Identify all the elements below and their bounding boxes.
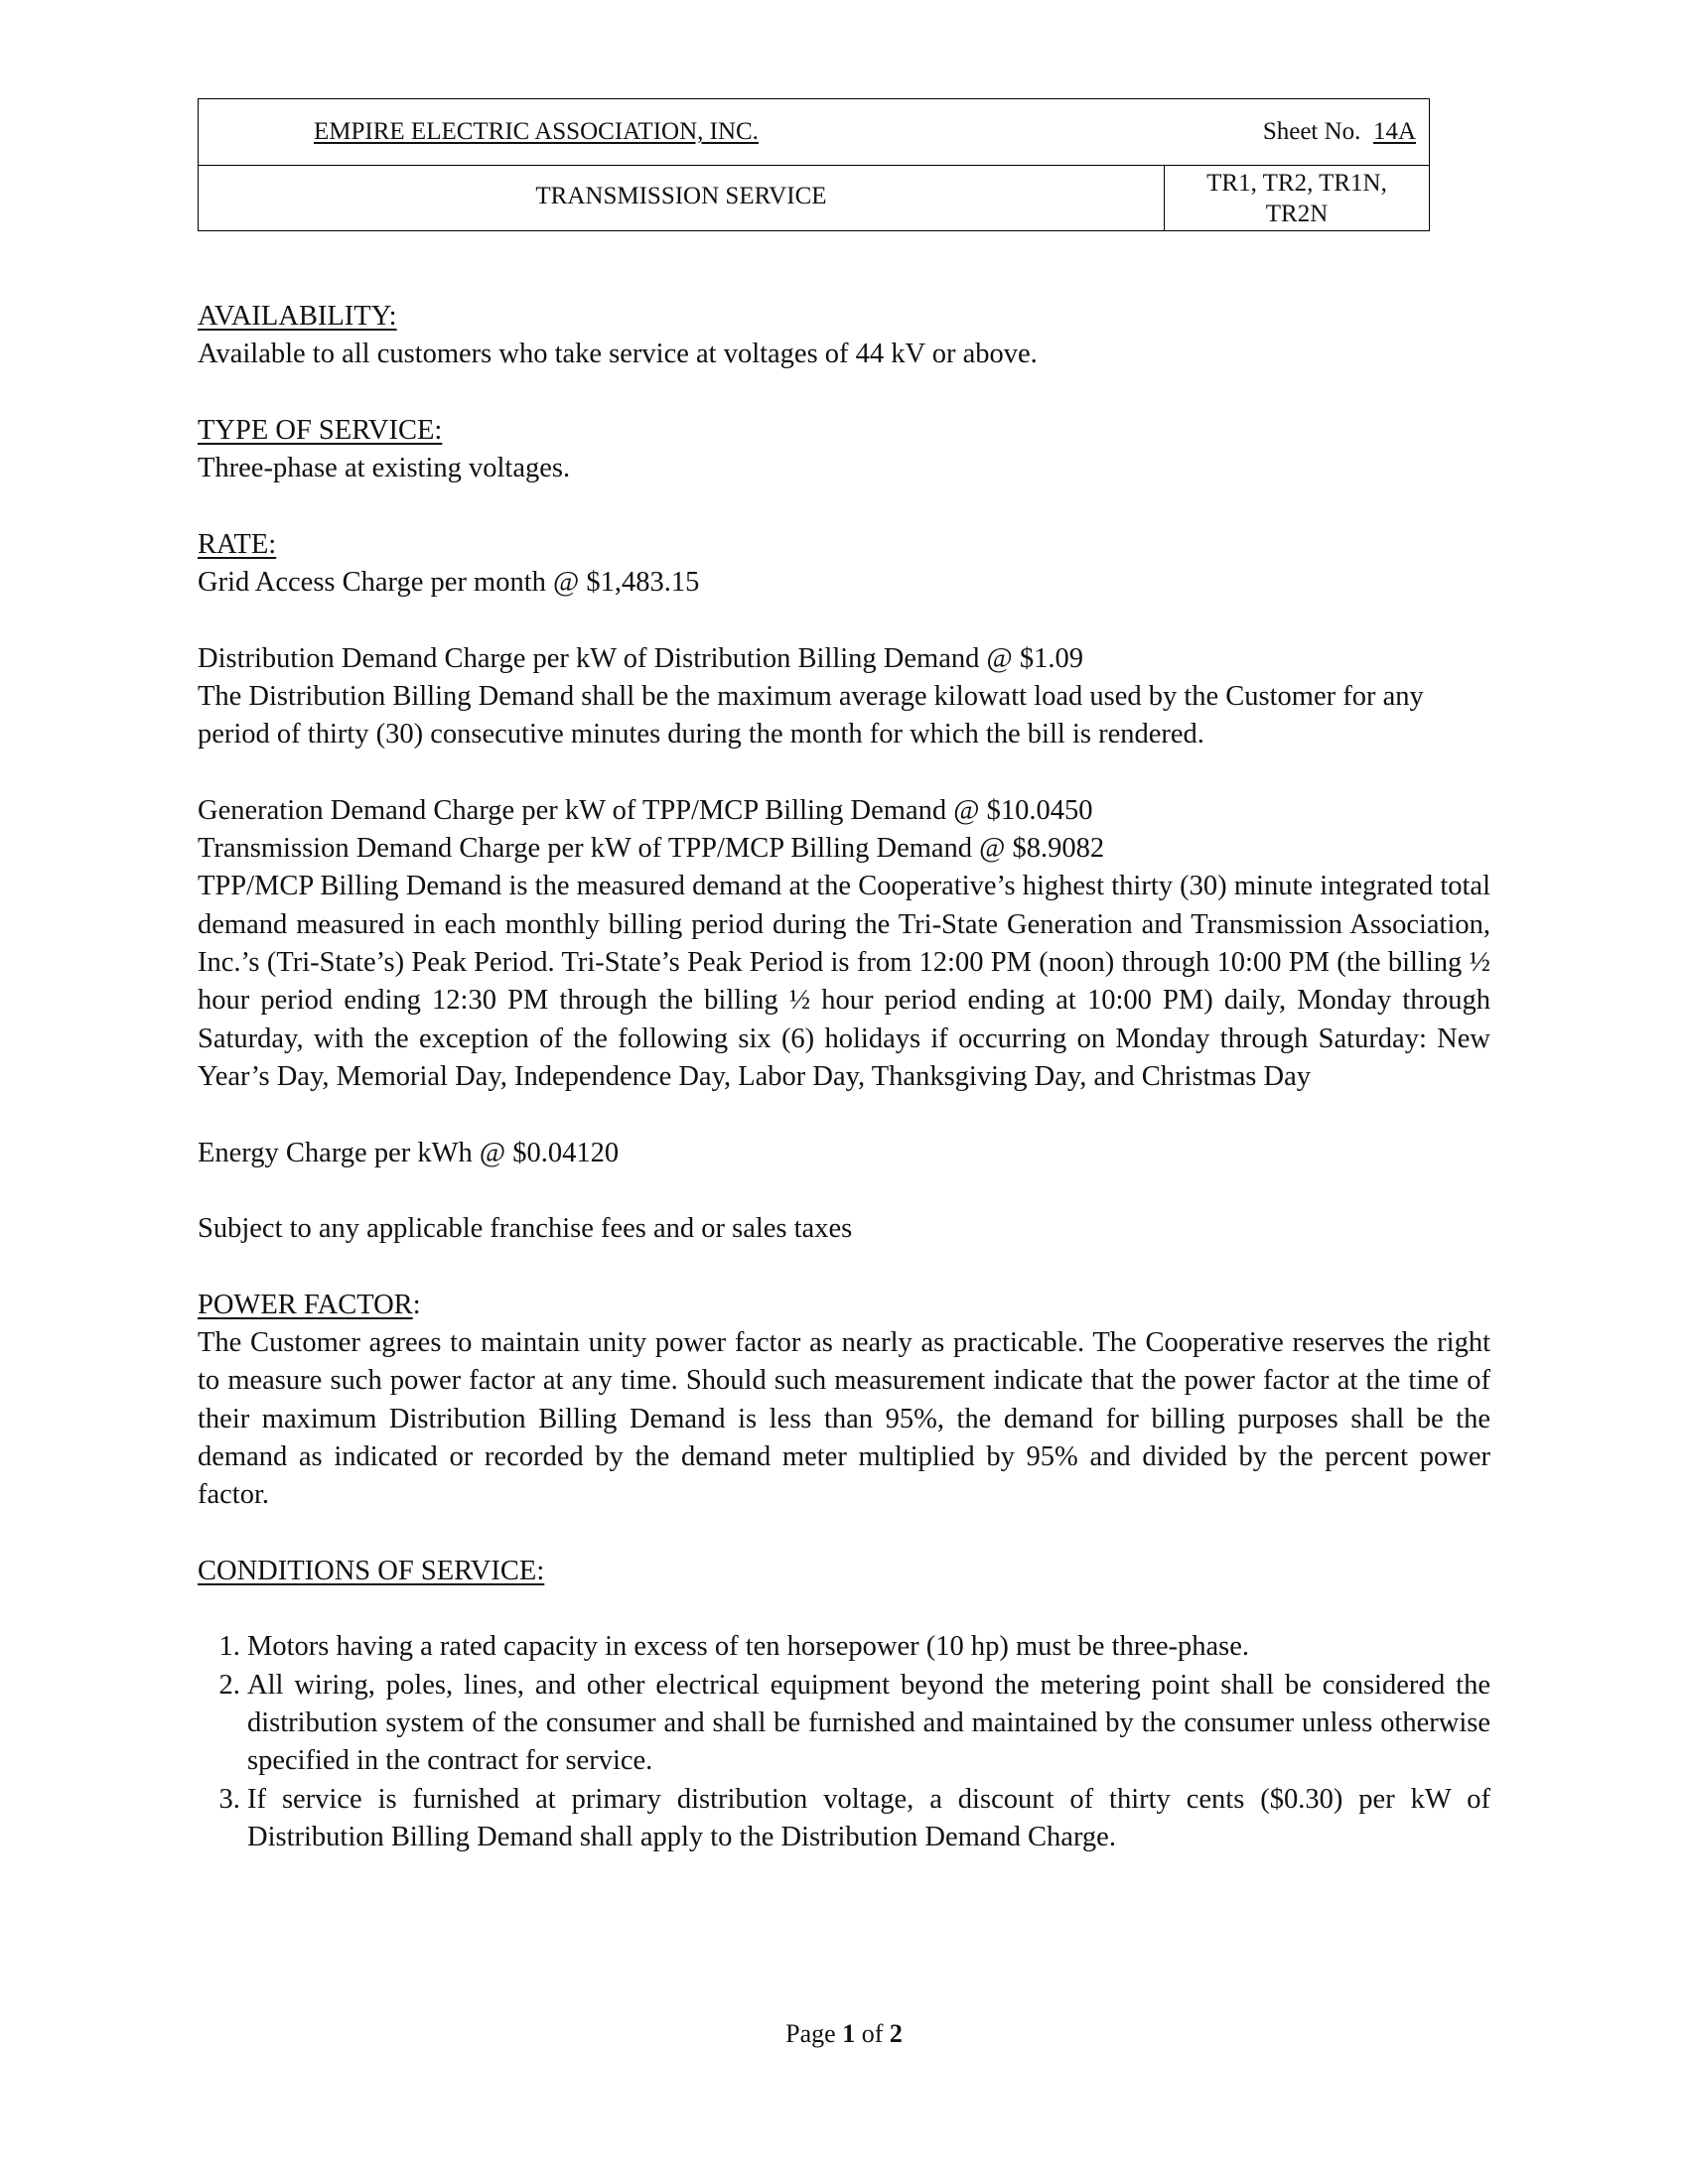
conditions-list [198,1628,1490,1856]
list-item: 3. If service is furnished at primary distribution voltage, a discount of thirty cents ($0.30) per kW of Distribution Billing Demand shall apply to the Distribution Demand Charge. [247,1781,1490,1857]
rate-codes-line-1: TR1, TR2, TR1N, [1206,170,1387,197]
energy-charge: Energy Charge per kWh @ $0.04120 [198,1137,620,1168]
rate-codes-line-2: TR2N [1265,201,1329,227]
of-word: of [861,2019,884,2048]
company-name: EMPIRE ELECTRIC ASSOCIATION, INC. [314,118,759,145]
type-of-service-title: TYPE OF SERVICE: [198,414,443,446]
list-item: 1. Motors having a rated capacity in excess of ten horsepower (10 hp) must be three-phase. [247,1628,1490,1666]
rate-codes [1164,166,1429,230]
conditions-title: CONDITIONS OF SERVICE: [198,1555,545,1586]
header-row-service [199,166,1429,230]
header-row-company [199,99,1429,166]
page-current: 1 [842,2019,856,2048]
rate-title: RATE: [198,528,277,560]
distribution-demand-charge: Distribution Demand Charge per kW of Distribution Billing Demand @ $1.09 [198,642,1083,674]
header-table [198,98,1430,231]
page-footer [0,2019,1688,2049]
type-of-service-text: Three-phase at existing voltages. [198,453,571,484]
distribution-demand-definition: The Distribution Billing Demand shall be the maximum average kilowatt load used by the Customer for any period of thirty (30) consecutive minutes during the month for which the bill is rendered. [198,680,1424,751]
sheet-label: Sheet No. [1262,118,1361,145]
generation-demand-charge: Generation Demand Charge per kW of TPP/MCP Billing Demand @ $10.0450 [198,794,1093,826]
taxes-note: Subject to any applicable franchise fees and or sales taxes [198,1213,853,1245]
availability-title: AVAILABILITY: [198,301,397,332]
grid-access-charge: Grid Access Charge per month @ $1,483.15 [198,567,700,599]
page-total: 2 [889,2019,903,2048]
availability-text: Available to all customers who take service at voltages of 44 kV or above. [198,339,1038,370]
tpp-mcp-definition: TPP/MCP Billing Demand is the measured demand at the Cooperative’s highest thirty (30) minute integrated total demand measured in each monthly billing period during the Tri-State Generation and Transmission Association, Inc.’s (Tri-State’s) Peak Period. Tri-State’s Peak Period is from 12:00 PM (noon) through 10:00 PM (the billing ½ hour period ending 12:30 PM through the billing ½ hour period ending at 10:00 PM) daily, Monday through Saturday, with the exception of the following six (6) holidays if occurring on Monday through Saturday: New Year’s Day, Memorial Day, Independence Day, Labor Day, Thanksgiving Day, and Christmas Day [198,871,1490,1092]
list-item: 2. All wiring, poles, lines, and other electrical equipment beyond the metering point shall be considered the distribution system of the consumer and shall be furnished and maintained by the consumer unless otherwise specified in the contract for service. [247,1667,1490,1781]
power-factor-title-text: POWER FACTOR [198,1289,413,1320]
document-body [198,298,1490,1856]
sheet-number [1263,118,1416,146]
power-factor-text: The Customer agrees to maintain unity power factor as nearly as practicable. The Cooperative reserves the right to measure such power factor at any time. Should such measurement indicate that the power factor at the time of their maximum Distribution Billing Demand is less than 95%, the demand for billing purposes shall be the demand as indicated or recorded by the demand meter multiplied by 95% and divided by the percent power factor. [198,1327,1490,1511]
power-factor-title-colon: : [412,1289,421,1320]
power-factor-title [198,1287,1490,1324]
service-type: TRANSMISSION SERVICE [535,183,827,209]
page-word: Page [785,2019,836,2048]
sheet-number-value: 14A [1372,118,1416,145]
transmission-demand-charge: Transmission Demand Charge per kW of TPP/MCP Billing Demand @ $8.9082 [198,833,1105,865]
